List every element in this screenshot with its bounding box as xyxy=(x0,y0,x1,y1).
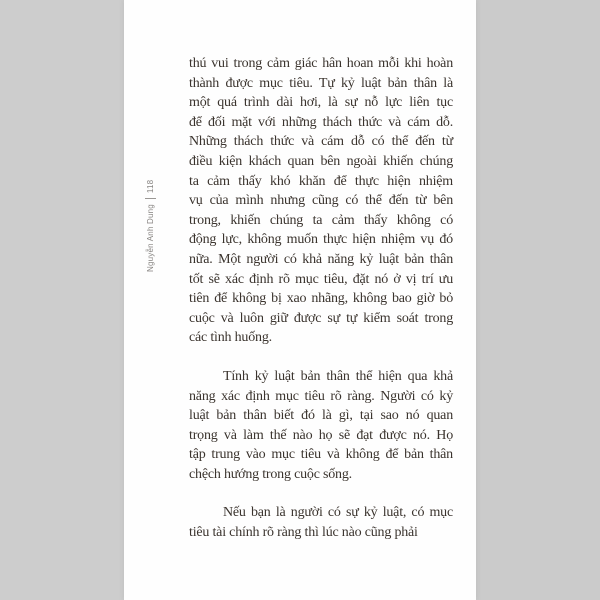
backdrop-right xyxy=(476,0,600,600)
text-line: Nếu bạn là người có sự kỷ luật, có mục xyxy=(223,505,453,521)
running-head xyxy=(142,179,159,272)
text-line: vụ của mình nhưng cũng có thể đến từ bên xyxy=(189,193,453,209)
paragraph xyxy=(189,367,453,485)
text-line: ta cảm thấy khó khăn để thực hiện nhiệm xyxy=(189,173,453,189)
text-line: cuộc và luôn giữ được sự tự kiểm soát trong xyxy=(189,310,453,326)
text-line: năng xác định mục tiêu rõ ràng. Người có kỷ xyxy=(189,388,453,404)
running-head-divider xyxy=(145,198,156,199)
text-line: tiêu tài chính rõ ràng thì lúc nào cũng phải xyxy=(189,525,418,541)
paragraph xyxy=(189,503,453,542)
text-line: tập trung vào mục tiêu và không để bản thân xyxy=(189,447,453,463)
text-line: để đối mặt với những thách thức và cám dỗ. xyxy=(189,114,453,130)
text-line: luật bản thân biết đó là gì, tại sao nó quan xyxy=(189,408,453,424)
text-line: thành được mục tiêu. Tự kỷ luật bản thân là xyxy=(189,75,453,91)
text-line: điều kiện khách quan bên ngoài khiến chúng xyxy=(189,153,453,169)
text-line: trong, khiến chúng ta cảm thấy không có xyxy=(189,212,453,228)
text-line: tốt sẽ xác định rõ mục tiêu, đặt nó ở vị trí ưu xyxy=(189,271,453,287)
page-text-block xyxy=(189,54,453,543)
text-line: thú vui trong cảm giác hân hoan mỗi khi hoàn xyxy=(189,56,453,71)
text-line: Tính kỷ luật bản thân thể hiện qua khả xyxy=(223,368,453,384)
page-number: 118 xyxy=(146,179,155,194)
text-line: tiên để không bị xao nhãng, không bao giờ bỏ xyxy=(189,291,453,307)
text-line: một quá trình dài hơi, là sự nỗ lực liên tục xyxy=(189,95,453,111)
text-line: động lực, không muốn thực hiện nhiệm vụ đó xyxy=(189,232,453,248)
author-name: Nguyễn Anh Dung xyxy=(146,204,155,272)
paragraph xyxy=(189,54,453,348)
text-line: chệch hướng trong cuộc sống. xyxy=(189,466,352,482)
text-line: Những thách thức và cám dỗ có thể đến từ xyxy=(189,134,453,150)
text-line: nữa. Một người có khả năng kỷ luật bản thân xyxy=(189,251,453,267)
text-line: các tình huống. xyxy=(189,330,272,346)
book-page xyxy=(124,0,476,600)
text-line: trọng và làm thế nào họ sẽ đạt được nó. Họ xyxy=(189,427,453,443)
